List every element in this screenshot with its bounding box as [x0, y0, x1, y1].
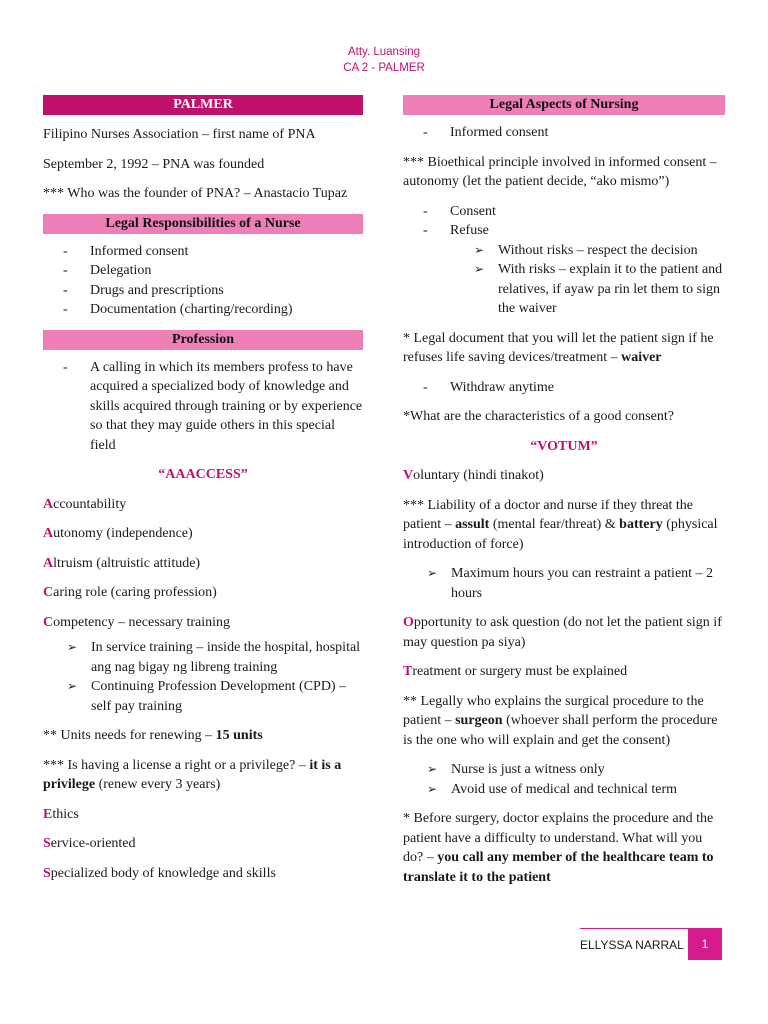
list-item: - Refuse — [403, 221, 725, 241]
translation-note: * Before surgery, doctor explains the procedure and the patient have a difficulty to understand. What will you do? – you call any member of the healthcare team to translate it to the patient — [403, 811, 714, 885]
license-privilege: *** Is having a license a right or a privilege? – it is a privilege (renew every 3 years) — [43, 757, 342, 792]
right-column — [403, 95, 725, 887]
acronym-autonomy: Autonomy (independence) — [43, 526, 193, 541]
list-item: ➢ In service training – inside the hospital, hospital ang nag bigay ng libreng training — [67, 640, 361, 675]
arrow-bullet-icon: ➢ — [427, 762, 438, 776]
arrow-bullet-icon: ➢ — [427, 781, 438, 796]
arrow-bullet-icon: ➢ — [67, 640, 78, 654]
list-item: - Consent — [403, 202, 725, 222]
header-course: CA 2 - PALMER — [343, 62, 425, 74]
footer-divider — [580, 928, 688, 929]
legal-aspects-heading: Legal Aspects of Nursing — [403, 95, 725, 115]
acronym-ethics: Ethics — [43, 806, 79, 822]
consent-characteristics: *What are the characteristics of a good consent? — [403, 409, 674, 424]
palmer-heading: PALMER — [43, 95, 363, 115]
votum-title: “VOTUM” — [530, 438, 598, 454]
acronym-accountability: Accountability — [43, 496, 127, 512]
list-item: - Documentation (charting/recording) — [43, 300, 363, 320]
pna-founder: *** Who was the founder of PNA? – Anastacio Tupaz — [43, 186, 348, 201]
legal-responsibilities-heading: Legal Responsibilities of a Nurse — [43, 214, 363, 234]
list-item: ➢ Maximum hours you can restraint a patient – 2 hours — [427, 566, 714, 601]
page-number: 1 — [688, 928, 722, 960]
surgeon-note: ** Legally who explains the surgical procedure to the patient – surgeon (whoever shall perform the procedure is the one who will explain and get the consent) — [403, 693, 718, 748]
list-item: ➢ Avoid use of medical and technical term — [403, 780, 725, 800]
acronym-voluntary: Voluntary (hindi tinakot) — [403, 468, 544, 483]
liability-note: *** Liability of a doctor and nurse if they threat the patient – assult (mental fear/threat) & battery (physical introduction of force) — [403, 497, 718, 552]
acronym-treatment: Treatment or surgery must be explained — [403, 664, 628, 679]
list-item: - Drugs and prescriptions — [43, 281, 363, 301]
aaaccess-title: “AAACCESS” — [158, 467, 248, 482]
bioethical-principle: *** Bioethical principle involved in informed consent – autonomy (let the patient decide, “ako mismo”) — [403, 154, 717, 189]
list-item: - Informed consent — [43, 242, 363, 262]
waiver-note: * Legal document that you will let the patient sign if he refuses life saving devices/treatment – waiver — [403, 330, 714, 365]
list-item: - Withdraw anytime — [403, 378, 725, 398]
page-header — [0, 44, 768, 76]
pna-founded: September 2, 1992 – PNA was founded — [43, 156, 265, 172]
profession-heading: Profession — [43, 330, 363, 350]
acronym-specialized: Specialized body of knowledge and skills — [43, 865, 276, 881]
footer-author: ELLYSSA NARRAL — [580, 938, 684, 952]
left-column — [43, 95, 363, 883]
arrow-bullet-icon: ➢ — [427, 566, 438, 580]
list-item: - Delegation — [43, 261, 363, 281]
list-item: ➢ Without risks – respect the decision — [403, 241, 725, 261]
list-item: ➢ With risks – explain it to the patient and relatives, if ayaw pa rin let them to sign the waiver — [474, 262, 723, 316]
pna-first-name: Filipino Nurses Association – first name of PNA — [43, 127, 316, 142]
header-author: Atty. Luansing — [347, 46, 421, 58]
acronym-altruism: Altruism (altruistic attitude) — [43, 555, 201, 571]
arrow-bullet-icon: ➢ — [67, 679, 78, 693]
arrow-bullet-icon: ➢ — [474, 262, 485, 276]
units-renewal: ** Units needs for renewing – 15 units — [43, 728, 263, 743]
arrow-bullet-icon: ➢ — [474, 242, 485, 257]
list-item: ➢ Nurse is just a witness only — [403, 760, 725, 780]
acronym-service: Service-oriented — [43, 836, 136, 851]
acronym-opportunity: Opportunity to ask question (do not let the patient sign if may question pa siya) — [403, 615, 722, 650]
list-item: ➢ Continuing Profession Development (CPD) – self pay training — [67, 679, 347, 714]
acronym-caring: Caring role (caring profession) — [43, 585, 217, 600]
list-item: - Informed consent — [403, 123, 725, 143]
profession-definition: - A calling in which its members profess to have acquired a specialized body of knowledge and skills acquired through training or by experience so that they may guide others in this special field — [43, 358, 363, 456]
acronym-competency: Competency – necessary training — [43, 614, 231, 630]
